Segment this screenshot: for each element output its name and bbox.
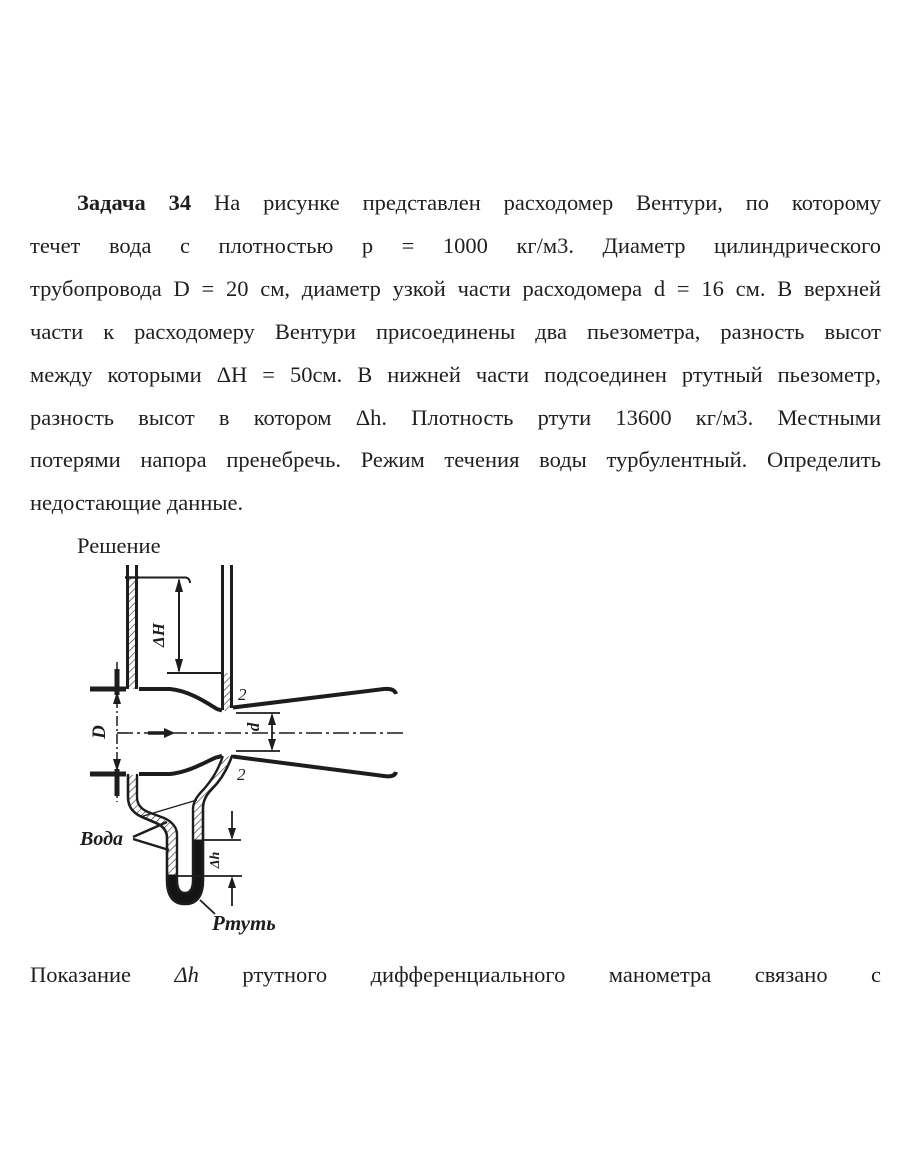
diffuser-top-wall [233, 689, 396, 708]
problem-line-3: трубопровода D = 20 см, диаметр узкой части расходомера d = 16 см. В верхней [30, 275, 881, 301]
d-arrow-up [268, 713, 276, 725]
deltaH-label: ΔH [149, 623, 168, 647]
footer-rest: ртутного дифференциального манометра связано с [198, 962, 881, 987]
problem-line-1-text: На рисунке представлен расходомер Вентури, по которому [191, 190, 881, 215]
mercury-label: Ртуть [212, 911, 276, 935]
right-piezometer-water [224, 673, 232, 711]
water-pointer-lower [133, 839, 169, 850]
problem-paragraph [30, 182, 881, 568]
pipe-bottom-wall [139, 756, 222, 774]
footer-word: Показание [30, 962, 175, 987]
water-label: Вода [80, 828, 123, 850]
water-pointer-upper [133, 822, 167, 837]
deltah-label: Δh [208, 851, 223, 869]
manometer-inner-wall [137, 757, 223, 893]
diffuser-bottom-wall [233, 757, 396, 777]
section2-top-label: 2 [238, 685, 247, 704]
footer-sentence [30, 953, 881, 996]
deltaH-ext-top [138, 578, 190, 584]
section2-bottom-label: 2 [237, 765, 246, 784]
throat-d-label: d [244, 722, 263, 732]
D-arrow-up [113, 692, 121, 705]
water-leader-line [140, 800, 197, 817]
problem-number: Задача 34 [77, 190, 192, 215]
problem-line-7: потерями напора пренебречь. Режим течения воды турбулентный. Определить [30, 447, 881, 473]
solution-heading: Решение [77, 533, 161, 559]
deltah-arrow-down [228, 828, 236, 840]
problem-line-4: части к расходомеру Вентури присоединены два пьезометра, разность высот [30, 318, 881, 344]
left-piezometer-water [129, 578, 137, 689]
problem-line-6: разность высот в котором Δh. Плотность ртути 13600 кг/м3. Местными [30, 404, 881, 430]
problem-line-5: между которыми ΔH = 50см. В нижней части подсоединен ртутный пьезометр, [30, 361, 881, 387]
d-arrow-down [268, 739, 276, 751]
venturi-flowmeter-diagram [60, 550, 460, 950]
problem-line-1 [30, 182, 881, 225]
problem-line-8: недостающие данные. [30, 490, 244, 516]
deltaH-arrow-down [175, 659, 183, 673]
D-arrow-down [113, 759, 121, 772]
left-manometer-water [128, 775, 177, 875]
pipe-D-label: D [89, 725, 110, 739]
pipe-top-wall [139, 689, 222, 711]
flow-arrow-head [164, 728, 175, 738]
deltah-arrow-up [228, 876, 236, 888]
deltaH-arrow-up [175, 578, 183, 592]
problem-line-2: течет вода с плотностью p = 1000 кг/м3. Диаметр цилиндрического [30, 232, 881, 258]
footer-symbol: Δh [174, 962, 199, 987]
